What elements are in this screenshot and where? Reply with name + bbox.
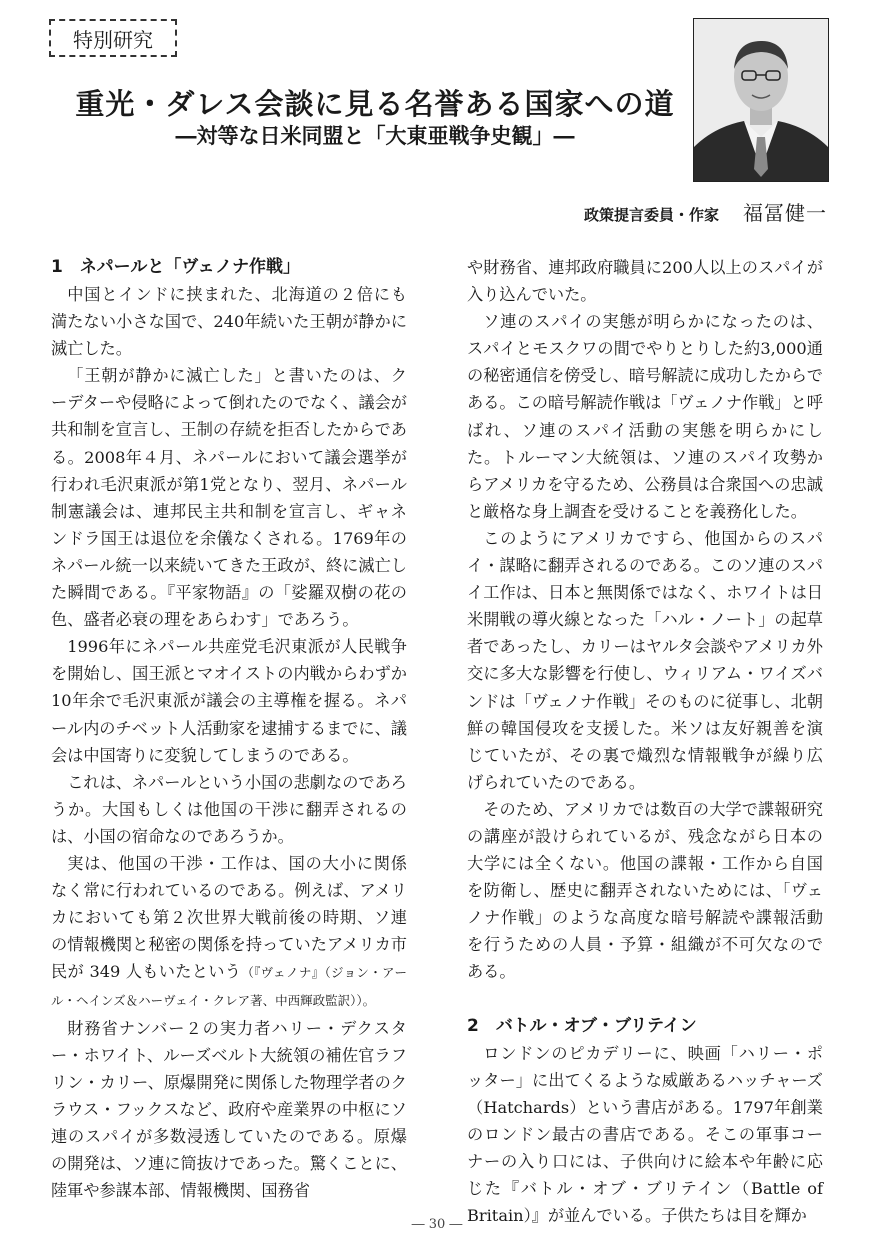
paragraph: そのため、アメリカでは数百の大学で諜報研究の講座が設けられているが、残念ながら日本の大学には全くない。他国の諜報・工作から自国を防衛し、歴史に翻弄されないためには、「ヴェノナ作戦」のような高度な暗号解読や諜報活動を行うための人員・予算・組織が不可欠なのである。 (467, 799, 823, 982)
byline (584, 197, 827, 226)
article-title: 重光・ダレス会談に見る名誉ある国家への道 (75, 87, 675, 121)
paragraph: 「王朝が静かに滅亡した」と書いたのは、クーデターや侵略によって倒れたのでなく、議会が共和制を宣言し、王制の存続を拒否したからである。2008年４月、ネパールにおいて議会選挙が行われ毛沢東派が第1党となり、翌月、ネパール制憲議会は、連邦民主共和制を宣言し、ギャネンドラ国王は退位を余儀なくされる。1769年のネパール統一以来続いてきた王政が、終に滅亡した瞬間である。『平家物語』の「娑羅双樹の花の色、盛者必衰の理をあらわす」であろう。 (51, 366, 407, 630)
section-heading-2: 2 バトル・オブ・ブリテイン (467, 1015, 697, 1036)
paragraph-continued: や財務省、連邦政府職員に200人以上のスパイが入り込んでいた。 (467, 258, 823, 305)
author-photo (693, 18, 829, 182)
citation-note: （『ヴェノナ』（ジョン・アール・ヘインズ＆ハーヴェイ・クレア著、中西輝政監訳））。 (51, 965, 407, 1009)
section-heading-1: 1 ネパールと「ヴェノナ作戦」 (51, 257, 300, 277)
paragraph (51, 850, 407, 1015)
paragraph: このようにアメリカですら、他国からのスパイ・謀略に翻弄されるのである。このソ連のスパイ工作は、日本と無関係ではなく、ホワイトは日米開戦の導火線となった「ハル・ノート」の起草者であったし、カリーはヤルタ会談やアメリカ外交に多大な影響を行使し、ウィリアム・ワイズバンドは「ヴェノナ作戦」そのものに従事し、北朝鮮の韓国侵攻を支援した。米ソは友好親善を演じていたが、その裏で熾烈な情報戦争が繰り広げられていたのである。 (467, 528, 823, 792)
author-name: 福冨健一 (743, 201, 827, 225)
page-number: ― 30 ― (411, 1217, 463, 1232)
paragraph: 財務省ナンバー２の実力者ハリー・デクスター・ホワイト、ルーズベルト大統領の補佐官ラフリン・カリー、原爆開発に関係した物理学者のクラウス・フックスなど、政府や産業界の中枢にソ連のスパイが多数浸透していたのである。原爆の開発は、ソ連に筒抜けであった。驚くことに、陸軍や参謀本部、情報機関、国務省 (51, 1018, 407, 1201)
section-tag: 特別研究 (49, 19, 177, 57)
article-subtitle: ―対等な日米同盟と「大東亜戦争史観」― (175, 123, 575, 148)
paragraph: これは、ネパールという小国の悲劇なのであろうか。大国もしくは他国の干渉に翻弄されるのは、小国の宿命なのであろうか。 (51, 772, 407, 846)
author-role: 政策提言委員・作家 (583, 206, 719, 224)
paragraph: 1996年にネパール共産党毛沢東派が人民戦争を開始し、国王派とマオイストの内戦からわずか10年余で毛沢東派が議会の主導権を握る。ネパール内のチベット人活動家を逮捕するまでに、議会は中国寄りに変貌してしまうのである。 (51, 637, 407, 765)
paragraph: ロンドンのピカデリーに、映画「ハリー・ポッター」に出てくるような威厳あるハッチャーズ（Hatchards）という書店がある。1797年創業のロンドン最古の書店である。そこの軍事コーナーの入り口には、子供向けに絵本や年齢に応じた『バトル・オブ・ブリテイン（Battle of Britain）』が並んでいる。子供たちは目を輝か (467, 1043, 823, 1226)
paragraph-text: 実は、他国の干渉・工作は、国の大小に関係なく常に行われているのである。例えば、アメリカにおいても第２次世界大戦前後の時期、ソ連の情報機関と秘密の関係を持っていたアメリカ市民が 349 人もいたという (51, 853, 407, 982)
right-column (467, 254, 823, 1229)
paragraph: ソ連のスパイの実態が明らかになったのは、スパイとモスクワの間でやりとりした約3,000通の秘密通信を傍受し、暗号解読に成功したからである。この暗号解読作戦は「ヴェノナ作戦」と呼ばれ、ソ連のスパイ活動の実態を明らかにした。トルーマン大統領は、ソ連のスパイ攻勢からアメリカを守るため、公務員は合衆国への忠誠と厳格な身上調査を受けることを義務化した。 (467, 312, 823, 521)
left-column (51, 254, 407, 1204)
author-portrait-image (694, 19, 828, 181)
paragraph: 中国とインドに挟まれた、北海道の２倍にも満たない小さな国で、240年続いた王朝が静かに滅亡した。 (51, 285, 407, 359)
